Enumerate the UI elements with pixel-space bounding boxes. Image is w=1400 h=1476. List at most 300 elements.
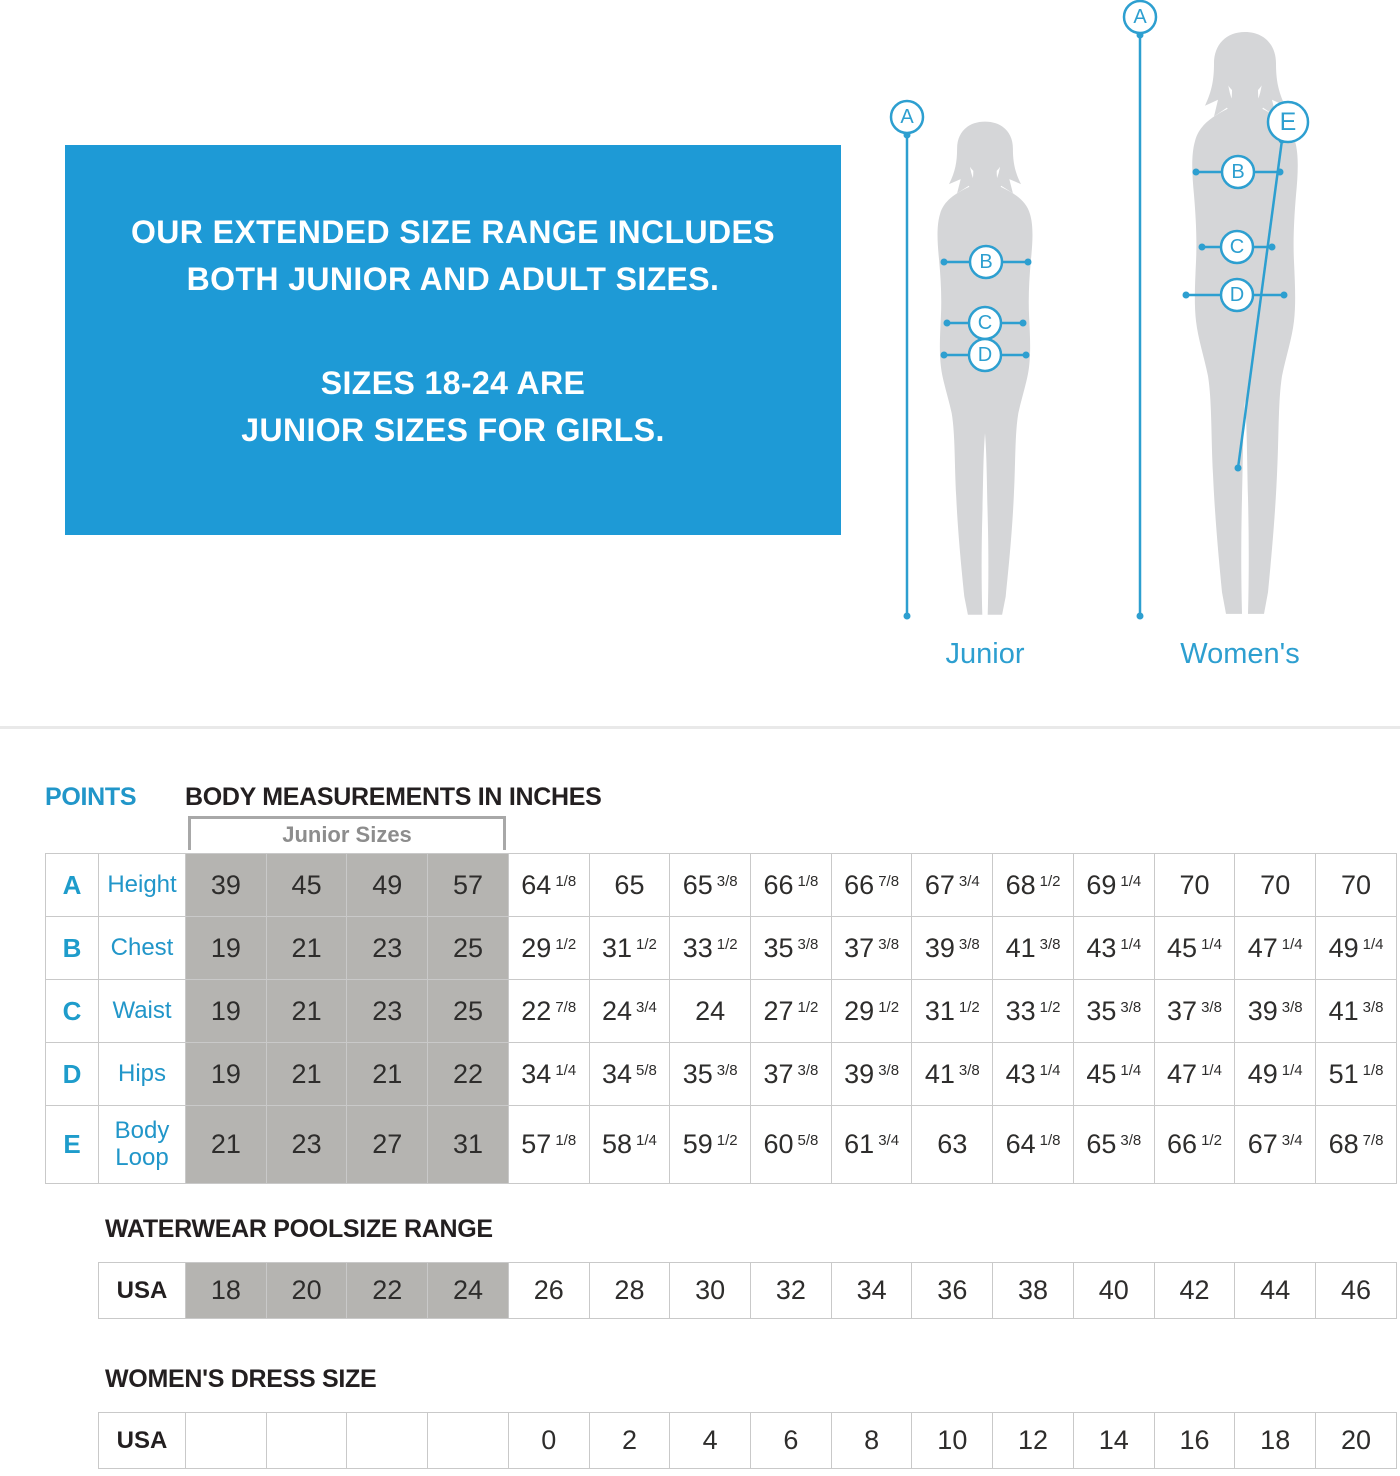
line-end-dot bbox=[1269, 244, 1276, 251]
value-number: 0 bbox=[541, 1425, 557, 1455]
value-cell bbox=[1235, 1263, 1316, 1319]
line-end-dot bbox=[941, 352, 948, 359]
value-cell bbox=[993, 1043, 1074, 1106]
value-number: 64 bbox=[1005, 1129, 1036, 1159]
value-fraction: 3/8 bbox=[716, 1061, 738, 1079]
value-cell bbox=[347, 980, 428, 1043]
table-row bbox=[46, 980, 1397, 1043]
value-fraction: 3/8 bbox=[716, 872, 738, 890]
points-heading: POINTS bbox=[45, 783, 137, 811]
value-cell bbox=[1316, 980, 1397, 1043]
value-fraction: 3/8 bbox=[878, 1061, 900, 1079]
value-cell bbox=[266, 1413, 347, 1469]
value-cell bbox=[912, 1413, 993, 1469]
value-cell bbox=[751, 1106, 832, 1184]
value-fraction: 1/2 bbox=[878, 998, 900, 1016]
value-cell bbox=[589, 1263, 670, 1319]
body-measurements-title: BODY MEASUREMENTS IN INCHES bbox=[185, 783, 602, 811]
value-number: 46 bbox=[1341, 1275, 1372, 1305]
value-cell bbox=[347, 854, 428, 917]
point-cell bbox=[46, 917, 99, 980]
value-number: 45 bbox=[1086, 1058, 1117, 1089]
value-number: 10 bbox=[937, 1425, 968, 1455]
value-number: 61 bbox=[844, 1129, 875, 1159]
value-fraction: 1/2 bbox=[555, 935, 577, 953]
value-number: 44 bbox=[1260, 1275, 1291, 1305]
measurement-label-cell bbox=[99, 1106, 186, 1184]
value-number: 25 bbox=[452, 995, 484, 1026]
value-cell bbox=[993, 980, 1074, 1043]
value-fraction: 1/2 bbox=[1039, 872, 1061, 890]
value-number: 31 bbox=[924, 995, 955, 1026]
section-divider bbox=[0, 726, 1400, 729]
value-number: 27 bbox=[372, 1129, 403, 1159]
point-cell bbox=[46, 854, 99, 917]
measurement-label: Height bbox=[107, 870, 177, 898]
value-cell bbox=[1316, 854, 1397, 917]
value-cell bbox=[1316, 1263, 1397, 1319]
value-fraction: 1/4 bbox=[1039, 1061, 1061, 1079]
value-number: 32 bbox=[775, 1275, 806, 1305]
junior-sizes-bracket bbox=[188, 816, 506, 850]
line-end-dot bbox=[1193, 169, 1200, 176]
point-letter: D bbox=[1229, 284, 1245, 306]
measurement-label: Hips bbox=[117, 1059, 166, 1087]
value-cell bbox=[186, 980, 267, 1043]
value-cell bbox=[1154, 854, 1235, 917]
value-number: 69 bbox=[1086, 869, 1117, 900]
value-number: 16 bbox=[1179, 1425, 1210, 1455]
value-cell bbox=[1154, 1263, 1235, 1319]
value-number: 41 bbox=[924, 1058, 955, 1089]
value-fraction: 1/2 bbox=[716, 935, 738, 953]
value-number: 39 bbox=[924, 932, 955, 963]
value-number: 68 bbox=[1005, 869, 1036, 900]
value-cell bbox=[186, 1413, 267, 1469]
value-cell bbox=[1154, 1413, 1235, 1469]
value-cell bbox=[589, 980, 670, 1043]
figures-illustration bbox=[880, 0, 1400, 720]
value-number: 47 bbox=[1167, 1058, 1198, 1089]
measurement-point bbox=[891, 101, 923, 620]
value-cell bbox=[266, 1043, 347, 1106]
value-cell bbox=[670, 1043, 751, 1106]
value-cell bbox=[266, 917, 347, 980]
value-number: 21 bbox=[210, 1129, 241, 1159]
value-cell bbox=[266, 1263, 347, 1319]
value-cell bbox=[912, 917, 993, 980]
value-cell bbox=[347, 1263, 428, 1319]
point-letter: C bbox=[1229, 236, 1245, 258]
value-cell bbox=[1235, 1413, 1316, 1469]
value-number: 35 bbox=[682, 1058, 713, 1089]
value-cell bbox=[670, 1106, 751, 1184]
value-number: 20 bbox=[291, 1275, 322, 1305]
table-row bbox=[46, 1106, 1397, 1184]
value-fraction: 1/4 bbox=[1281, 1061, 1303, 1079]
value-cell bbox=[1154, 980, 1235, 1043]
value-fraction: 1/2 bbox=[797, 998, 819, 1016]
value-cell bbox=[508, 917, 589, 980]
table-row bbox=[46, 854, 1397, 917]
value-fraction: 3/8 bbox=[1362, 998, 1384, 1016]
value-cell bbox=[428, 1043, 509, 1106]
value-cell bbox=[347, 1043, 428, 1106]
table-row bbox=[46, 1043, 1397, 1106]
value-number: 45 bbox=[291, 869, 322, 900]
value-number: 57 bbox=[452, 869, 484, 900]
value-fraction: 1/8 bbox=[555, 1132, 577, 1149]
value-number: 66 bbox=[1167, 1129, 1198, 1159]
value-cell bbox=[428, 1413, 509, 1469]
value-number: 12 bbox=[1018, 1425, 1049, 1455]
value-fraction: 3/8 bbox=[878, 935, 900, 953]
value-number: 22 bbox=[372, 1275, 403, 1305]
value-fraction: 1/2 bbox=[1201, 1132, 1222, 1149]
value-number: 65 bbox=[614, 869, 645, 900]
value-cell bbox=[751, 1413, 832, 1469]
value-cell bbox=[589, 1413, 670, 1469]
value-cell bbox=[912, 854, 993, 917]
value-fraction: 1/4 bbox=[1120, 1061, 1142, 1079]
measurement-label: Body Loop bbox=[114, 1116, 170, 1171]
measurement-label-cell bbox=[99, 980, 186, 1043]
value-number: 21 bbox=[291, 932, 322, 963]
womens-figure-label: Women's bbox=[1180, 638, 1300, 670]
value-number: 23 bbox=[291, 1129, 322, 1159]
value-cell bbox=[1235, 1106, 1316, 1184]
value-fraction: 5/8 bbox=[797, 1132, 819, 1149]
line-end-dot bbox=[944, 320, 951, 327]
value-cell bbox=[1235, 917, 1316, 980]
value-cell bbox=[428, 980, 509, 1043]
measurement-label: Waist bbox=[112, 996, 172, 1024]
value-number: 58 bbox=[602, 1129, 633, 1159]
measurement-point bbox=[1124, 1, 1156, 620]
measurement-label-cell bbox=[99, 1043, 186, 1106]
value-cell bbox=[751, 854, 832, 917]
value-fraction: 1/4 bbox=[1120, 872, 1142, 890]
value-cell bbox=[831, 980, 912, 1043]
value-fraction: 1/2 bbox=[636, 935, 657, 953]
dress-size-table bbox=[98, 1412, 1397, 1469]
value-number: 26 bbox=[533, 1275, 564, 1305]
value-number: 39 bbox=[844, 1058, 875, 1089]
value-cell bbox=[751, 980, 832, 1043]
measurement-label: Chest bbox=[110, 933, 174, 961]
value-number: 39 bbox=[210, 869, 241, 900]
line-end-dot bbox=[1020, 320, 1027, 327]
value-number: 22 bbox=[521, 995, 552, 1026]
value-cell bbox=[186, 1263, 267, 1319]
usa-cell bbox=[99, 1413, 186, 1469]
value-cell bbox=[508, 980, 589, 1043]
value-fraction: 1/4 bbox=[636, 1132, 657, 1149]
value-number: 66 bbox=[844, 869, 875, 900]
value-number: 34 bbox=[856, 1275, 887, 1305]
value-number: 59 bbox=[682, 1129, 713, 1159]
waterwear-poolsize-title: WATERWEAR POOLSIZE RANGE bbox=[105, 1215, 493, 1243]
value-fraction: 1/2 bbox=[716, 1132, 738, 1149]
poolsize-table bbox=[98, 1262, 1397, 1319]
value-cell bbox=[670, 917, 751, 980]
line-end-dot bbox=[904, 613, 911, 620]
value-number: 36 bbox=[937, 1275, 968, 1305]
value-number: 60 bbox=[763, 1129, 794, 1159]
value-number: 34 bbox=[602, 1058, 633, 1089]
value-cell bbox=[1073, 1043, 1154, 1106]
value-number: 19 bbox=[210, 1058, 241, 1089]
value-cell bbox=[831, 1043, 912, 1106]
value-number: 34 bbox=[521, 1058, 552, 1089]
value-number: 29 bbox=[844, 995, 875, 1026]
line-end-dot bbox=[1281, 292, 1288, 299]
value-number: 41 bbox=[1328, 995, 1359, 1026]
value-number: 67 bbox=[924, 869, 955, 900]
value-number: 70 bbox=[1179, 869, 1210, 900]
value-fraction: 3/4 bbox=[1281, 1132, 1303, 1149]
value-cell bbox=[1235, 1043, 1316, 1106]
value-number: 24 bbox=[602, 995, 633, 1026]
value-fraction: 3/8 bbox=[1039, 935, 1061, 953]
value-number: 43 bbox=[1005, 1058, 1036, 1089]
point-letter: B bbox=[1231, 161, 1245, 183]
value-number: 37 bbox=[763, 1058, 794, 1089]
value-number: 21 bbox=[291, 995, 322, 1026]
value-cell bbox=[508, 1263, 589, 1319]
value-number: 20 bbox=[1341, 1425, 1372, 1455]
value-number: 39 bbox=[1247, 995, 1278, 1026]
value-number: 29 bbox=[521, 932, 552, 963]
line-end-dot bbox=[1023, 352, 1030, 359]
value-number: 24 bbox=[695, 995, 726, 1026]
value-cell bbox=[670, 1413, 751, 1469]
value-number: 14 bbox=[1098, 1425, 1129, 1455]
value-cell bbox=[1154, 1106, 1235, 1184]
value-number: 19 bbox=[210, 995, 241, 1026]
value-cell bbox=[831, 917, 912, 980]
value-cell bbox=[186, 917, 267, 980]
info-banner bbox=[65, 145, 841, 535]
value-cell bbox=[186, 1043, 267, 1106]
value-cell bbox=[1235, 854, 1316, 917]
region-label: USA bbox=[116, 1426, 168, 1454]
value-number: 28 bbox=[614, 1275, 645, 1305]
point-letter: B bbox=[979, 251, 993, 273]
value-fraction: 3/8 bbox=[1201, 998, 1222, 1016]
value-number: 22 bbox=[452, 1058, 484, 1089]
value-number: 33 bbox=[1005, 995, 1036, 1026]
value-number: 18 bbox=[210, 1275, 241, 1305]
value-fraction: 3/8 bbox=[1281, 998, 1303, 1016]
value-cell bbox=[1154, 1043, 1235, 1106]
point-letter: B bbox=[62, 932, 82, 963]
value-cell bbox=[266, 1106, 347, 1184]
value-fraction: 3/8 bbox=[1120, 998, 1142, 1016]
value-number: 24 bbox=[452, 1275, 484, 1305]
value-number: 65 bbox=[682, 869, 713, 900]
point-letter: D bbox=[62, 1058, 82, 1089]
point-letter: E bbox=[63, 1129, 81, 1159]
value-number: 65 bbox=[1086, 1129, 1117, 1159]
value-cell bbox=[347, 917, 428, 980]
value-number: 41 bbox=[1005, 932, 1036, 963]
dress-size-title: WOMEN'S DRESS SIZE bbox=[105, 1365, 377, 1393]
line-end-dot bbox=[1183, 292, 1190, 299]
usa-cell bbox=[99, 1263, 186, 1319]
value-number: 33 bbox=[682, 932, 713, 963]
value-number: 21 bbox=[291, 1058, 322, 1089]
value-number: 47 bbox=[1247, 932, 1278, 963]
value-cell bbox=[1073, 854, 1154, 917]
value-number: 37 bbox=[844, 932, 875, 963]
value-cell bbox=[589, 1106, 670, 1184]
value-number: 21 bbox=[372, 1058, 403, 1089]
measurement-label-cell bbox=[99, 917, 186, 980]
value-fraction: 3/8 bbox=[958, 1061, 980, 1079]
value-number: 43 bbox=[1086, 932, 1117, 963]
value-cell bbox=[993, 1263, 1074, 1319]
value-cell bbox=[508, 1413, 589, 1469]
banner-text-line: JUNIOR SIZES FOR GIRLS. bbox=[241, 412, 665, 449]
point-cell bbox=[46, 980, 99, 1043]
line-end-dot bbox=[941, 259, 948, 266]
value-cell bbox=[670, 854, 751, 917]
point-letter: A bbox=[62, 869, 82, 900]
value-cell bbox=[751, 917, 832, 980]
value-fraction: 5/8 bbox=[636, 1061, 657, 1079]
line-end-dot bbox=[1199, 244, 1206, 251]
value-fraction: 3/4 bbox=[958, 872, 980, 890]
value-cell bbox=[1235, 980, 1316, 1043]
value-number: 8 bbox=[864, 1425, 880, 1455]
value-fraction: 1/4 bbox=[1201, 935, 1222, 953]
value-cell bbox=[508, 1043, 589, 1106]
point-cell bbox=[46, 1106, 99, 1184]
line-end-dot bbox=[1137, 613, 1144, 620]
value-fraction: 3/4 bbox=[878, 1132, 900, 1149]
value-cell bbox=[1073, 1413, 1154, 1469]
point-letter: C bbox=[62, 995, 82, 1026]
value-cell bbox=[1073, 1106, 1154, 1184]
value-number: 25 bbox=[452, 932, 484, 963]
value-cell bbox=[1316, 917, 1397, 980]
value-number: 63 bbox=[937, 1129, 968, 1159]
value-number: 66 bbox=[763, 869, 794, 900]
value-number: 23 bbox=[372, 995, 403, 1026]
value-cell bbox=[266, 854, 347, 917]
value-number: 67 bbox=[1247, 1129, 1278, 1159]
table-row bbox=[99, 1263, 1397, 1319]
value-fraction: 1/4 bbox=[1201, 1061, 1222, 1079]
value-fraction: 1/8 bbox=[555, 872, 577, 890]
value-fraction: 1/2 bbox=[1039, 998, 1061, 1016]
value-cell bbox=[670, 1263, 751, 1319]
point-cell bbox=[46, 1043, 99, 1106]
value-cell bbox=[831, 1413, 912, 1469]
value-cell bbox=[751, 1263, 832, 1319]
value-fraction: 1/8 bbox=[1362, 1061, 1384, 1079]
point-letter: A bbox=[900, 106, 914, 128]
value-cell bbox=[993, 1106, 1074, 1184]
value-cell bbox=[1316, 1106, 1397, 1184]
value-cell bbox=[428, 1106, 509, 1184]
value-cell bbox=[912, 1106, 993, 1184]
value-cell bbox=[831, 1106, 912, 1184]
table-row bbox=[46, 917, 1397, 980]
value-cell bbox=[266, 980, 347, 1043]
value-number: 4 bbox=[702, 1425, 718, 1455]
banner-text-line: SIZES 18-24 ARE bbox=[320, 365, 586, 402]
value-cell bbox=[428, 1263, 509, 1319]
banner-text-line: OUR EXTENDED SIZE RANGE INCLUDES bbox=[131, 214, 775, 250]
value-number: 64 bbox=[521, 869, 552, 900]
value-number: 70 bbox=[1341, 869, 1372, 900]
point-letter: A bbox=[1133, 6, 1147, 28]
value-cell bbox=[1073, 1263, 1154, 1319]
value-cell bbox=[428, 917, 509, 980]
value-cell bbox=[589, 854, 670, 917]
value-number: 49 bbox=[1328, 932, 1359, 963]
value-number: 6 bbox=[783, 1425, 799, 1455]
point-letter: C bbox=[977, 312, 993, 334]
value-fraction: 3/8 bbox=[1120, 1132, 1142, 1149]
value-cell bbox=[508, 854, 589, 917]
value-cell bbox=[589, 917, 670, 980]
value-cell bbox=[347, 1413, 428, 1469]
measurement-label-cell bbox=[99, 854, 186, 917]
value-fraction: 3/8 bbox=[797, 935, 819, 953]
value-cell bbox=[993, 854, 1074, 917]
value-number: 30 bbox=[695, 1275, 726, 1305]
value-cell bbox=[347, 1106, 428, 1184]
value-number: 38 bbox=[1018, 1275, 1049, 1305]
value-number: 18 bbox=[1260, 1425, 1291, 1455]
value-cell bbox=[993, 1413, 1074, 1469]
value-fraction: 7/8 bbox=[1362, 1132, 1384, 1149]
value-number: 51 bbox=[1328, 1058, 1359, 1089]
value-cell bbox=[912, 1263, 993, 1319]
point-letter: E bbox=[1279, 108, 1297, 136]
value-number: 49 bbox=[1247, 1058, 1278, 1089]
value-cell bbox=[1073, 980, 1154, 1043]
value-fraction: 1/8 bbox=[1039, 1132, 1061, 1149]
value-fraction: 1/8 bbox=[797, 872, 819, 890]
value-cell bbox=[1154, 917, 1235, 980]
value-number: 42 bbox=[1179, 1275, 1210, 1305]
value-fraction: 7/8 bbox=[878, 872, 900, 890]
table-row bbox=[99, 1413, 1397, 1469]
value-fraction: 3/4 bbox=[636, 998, 657, 1016]
value-number: 27 bbox=[763, 995, 794, 1026]
value-cell bbox=[428, 854, 509, 917]
value-number: 35 bbox=[763, 932, 794, 963]
line-end-dot bbox=[1025, 259, 1032, 266]
value-fraction: 1/4 bbox=[1281, 935, 1303, 953]
value-fraction: 1/2 bbox=[958, 998, 980, 1016]
value-number: 37 bbox=[1167, 995, 1198, 1026]
value-cell bbox=[186, 854, 267, 917]
value-cell bbox=[912, 1043, 993, 1106]
value-number: 45 bbox=[1167, 932, 1198, 963]
value-number: 57 bbox=[521, 1129, 552, 1159]
value-number: 19 bbox=[210, 932, 241, 963]
junior-figure-label: Junior bbox=[945, 638, 1025, 670]
value-number: 35 bbox=[1086, 995, 1117, 1026]
point-letter: D bbox=[977, 344, 993, 366]
banner-text-line: BOTH JUNIOR AND ADULT SIZES. bbox=[186, 260, 720, 297]
measurements-table bbox=[45, 853, 1397, 1184]
